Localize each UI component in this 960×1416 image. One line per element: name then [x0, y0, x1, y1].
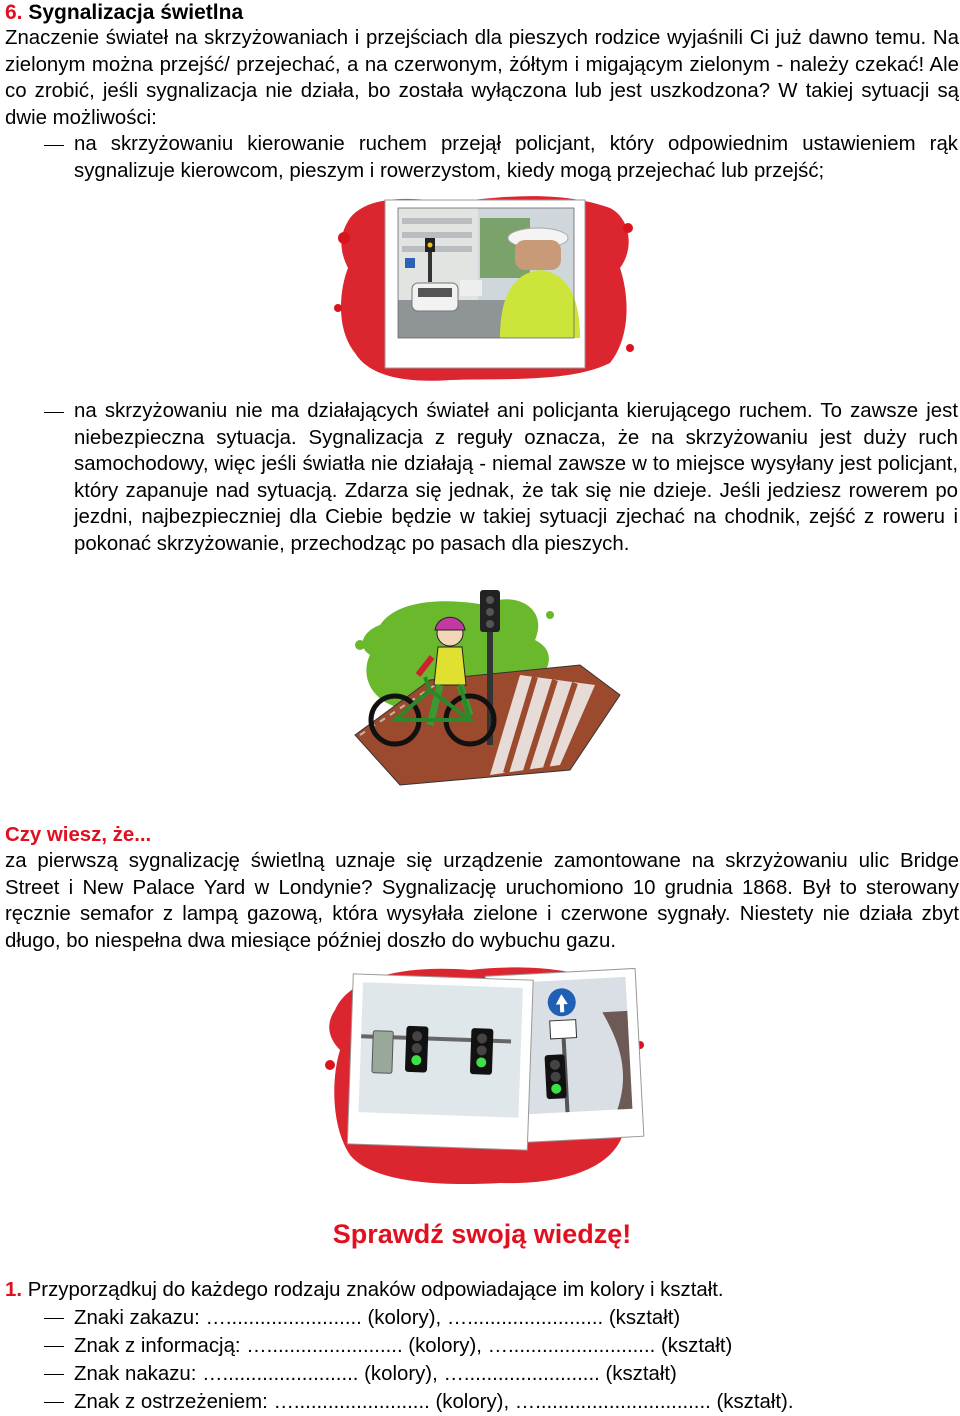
quiz-item: [74, 1361, 677, 1387]
section-title: Sygnalizacja świetlna: [28, 1, 244, 24]
answer-blank-shape[interactable]: …..........................: [487, 1335, 656, 1357]
item-label: Znak z informacją:: [74, 1335, 241, 1357]
item-shape-label: (kształt): [605, 1363, 677, 1385]
bullet-dash: [44, 412, 64, 413]
option-police: na skrzyżowaniu kierowanie ruchem przejął policjant, który odpowiednim ustawieniem rąk sygnalizuje kierowcom, pieszym i rowerzystom, kiedy mogą przejechać lub przejść;: [74, 133, 958, 182]
bullet-dash: [44, 145, 64, 146]
police-officer-at-intersection-photo: [330, 188, 640, 383]
bullet-dash: [44, 1402, 64, 1403]
answer-blank-colors[interactable]: …........................: [246, 1335, 403, 1357]
item-colors-label: (kolory),: [364, 1363, 438, 1385]
bullet-dash: [44, 1374, 64, 1375]
quiz-task: [5, 1277, 724, 1303]
answer-blank-colors[interactable]: …........................: [202, 1363, 359, 1385]
item-colors-label: (kolory),: [367, 1307, 442, 1329]
bullet-dash: [44, 1346, 64, 1347]
section-number: 6.: [5, 1, 23, 24]
item-colors-label: (kolory),: [435, 1391, 510, 1413]
section-heading: [5, 0, 243, 26]
quiz-item: [74, 1333, 732, 1359]
item-shape-label: (kształt): [660, 1335, 733, 1357]
intro-paragraph: Znaczenie świateł na skrzyżowaniach i przejściach dla pieszych rodzice wyjaśnili Ci już dawno temu. Na zielonym można przejść/ przejechać, a na czerwonym, żółtym i migającym zielonym - należy czekać! Ale co zrobić, jeśli sygnalizacja nie działa, bo została wyłączona lub jest uszkodzona? W takiej sytuacji są dwie możliwości:: [5, 27, 959, 129]
cyclist-illustration-figure: [320, 585, 640, 795]
answer-blank-shape[interactable]: …........................: [446, 1307, 604, 1329]
did-you-know-heading: Czy wiesz, że...: [5, 824, 152, 846]
answer-blank-colors[interactable]: …........................: [273, 1391, 430, 1413]
item-colors-label: (kolory),: [408, 1335, 482, 1357]
item-label: Znaki zakazu:: [74, 1307, 200, 1329]
quiz-item: [74, 1305, 680, 1331]
item-label: Znak z ostrzeżeniem:: [74, 1391, 268, 1413]
answer-blank-shape[interactable]: …...............................: [514, 1391, 711, 1413]
item-shape-label: (kształt).: [716, 1391, 794, 1413]
item-label: Znak nakazu:: [74, 1363, 197, 1385]
bullet-dash: [44, 1318, 64, 1319]
did-you-know-text: za pierwszą sygnalizację świetlną uznaje się urządzenie zamontowane na skrzyżowaniu ulic Bridge Street i New Palace Yard w Londynie? Sygnalizację uruchomiono 10 grudnia 1868. Był to sterowany ręcznie semafor z lampą gazową, która wysyłała zielone i czerwone sygnały. Niestety nie działa zbyt długo, bo niespełna dwa miesiące później doszło do wybuchu gazu.: [5, 850, 959, 952]
traffic-lights-photos: [320, 955, 660, 1195]
cyclist-at-crossing-illustration: [320, 585, 640, 795]
task-number: 1.: [5, 1279, 23, 1301]
quiz-item: [74, 1389, 794, 1415]
item-shape-label: (kształt): [608, 1307, 681, 1329]
option-no-police: na skrzyżowaniu nie ma działających świateł ani policjanta kierującego ruchem. To zawsze jest niebezpieczna sytuacja. Sygnalizacja z reguły oznacza, że na skrzyżowaniu jest duży ruch samochodowy, więc jeśli światła nie działają - niemal zawsze w to miejsce wysyłany jest policjant, który zapanuje nad sytuacją. Zdarza się jednak, że tak się nie dzieje. Jeśli jedziesz rowerem po jezdni, najbezpieczniej dla Ciebie będzie w takiej sytuacji zjechać na chodnik, zejść z roweru i pokonać skrzyżowanie, przechodząc po pasach dla pieszych.: [74, 400, 958, 555]
answer-blank-colors[interactable]: …........................: [205, 1307, 362, 1329]
answer-blank-shape[interactable]: …........................: [443, 1363, 600, 1385]
task-text: Przyporządkuj do każdego rodzaju znaków odpowiadające im kolory i kształt.: [27, 1279, 724, 1301]
quiz-heading: Sprawdź swoją wiedzę!: [332, 1219, 632, 1249]
traffic-lights-figure: [320, 955, 660, 1195]
police-photo-figure: [330, 188, 640, 383]
